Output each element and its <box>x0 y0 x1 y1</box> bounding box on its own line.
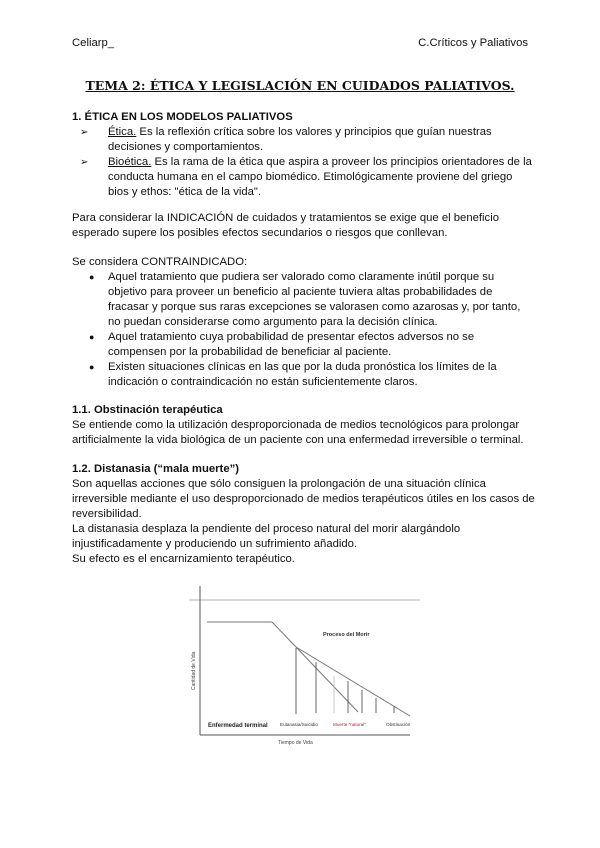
section-heading: 1.2. Distanasia (“mala muerte”) <box>72 463 240 475</box>
arrows <box>296 648 394 714</box>
bullet-line: Aquel tratamiento cuya probabilidad de presentar efectos adversos no se <box>108 331 475 343</box>
paragraph-line: Su efecto es el encarnizamiento terapéutico. <box>72 553 295 565</box>
x-axis-label: Tiempo de Vida <box>278 740 313 746</box>
dying-process-figure <box>180 580 430 750</box>
label-natural-death: Muerte "natural" <box>333 722 366 727</box>
document-title: TEMA 2: ÉTICA Y LEGISLACIÓN EN CUIDADOS PALIATIVOS. <box>85 78 515 93</box>
bullet-icon: ● <box>89 362 95 372</box>
label-obstination: Obstinación <box>386 722 411 727</box>
paragraph-line: Son aquellas acciones que sólo consiguen la prolongación de una situación clínica <box>72 478 486 490</box>
arrow-bullet-icon: ➢ <box>80 157 89 168</box>
term: Bioética. <box>108 156 152 168</box>
bullet-line: Existen situaciones clínicas en las que por la duda pronóstica los límites de la <box>108 361 497 373</box>
paragraph-line: artificialmente la vida biológica de un paciente con una enfermedad irreversible o terminal. <box>72 434 524 446</box>
paragraph-line: injustificadamente y produciendo un sufrimiento añadido. <box>72 538 358 550</box>
bullet-icon: ● <box>89 332 95 342</box>
definition: Es la rama de la ética que aspira a proveer los principios orientadores de la <box>151 156 532 168</box>
list-item <box>108 125 492 140</box>
section-heading: 1.1. Obstinación terapéutica <box>72 404 223 416</box>
paragraph-line: irreversible mediante el uso desproporcionado de medios terapéuticos útiles en los casos de <box>72 493 535 505</box>
bullet-line: no puedan considerarse como argumento para la decisión clínica. <box>108 316 438 328</box>
bullet-line: compensen por la probabilidad de beneficiar al paciente. <box>108 346 392 358</box>
y-axis-label: Cantidad de Vida <box>191 651 197 690</box>
paragraph-line: Se entiende como la utilización desproporcionada de medios tecnológicos para prolongar <box>72 419 520 431</box>
definition-line: bios y ethos: "ética de la vida". <box>108 186 262 198</box>
bullet-line: Aquel tratamiento que pudiera ser valorado como claramente inútil porque su <box>108 271 495 283</box>
label-euthanasia: Eutanasia/Suicidio <box>280 722 318 727</box>
paragraph-line: reversibilidad. <box>72 508 142 520</box>
label-terminal: Enfermedad terminal <box>208 723 268 729</box>
paragraph-line: Para considerar la INDICACIÓN de cuidados y tratamientos se exige que el beneficio <box>72 212 499 224</box>
definition: Es la reflexión crítica sobre los valores y principios que guían nuestras <box>136 126 492 138</box>
term: Ética. <box>108 126 137 138</box>
header-right: C.Críticos y Paliativos <box>418 37 528 49</box>
bullet-line: indicación o contraindicación no están suficientemente claros. <box>108 376 418 388</box>
arrow-bullet-icon: ➢ <box>80 127 89 138</box>
paragraph-line: esperado supere los posibles efectos secundarios o riesgos que conllevan. <box>72 227 448 239</box>
bullet-line: fracasar y porque sus raras excepciones se valorasen como azarosas y, por tanto, <box>108 301 521 313</box>
list-item <box>108 155 532 170</box>
paragraph-line: Se considera CONTRAINDICADO: <box>72 256 248 268</box>
process-label: Proceso del Morir <box>323 632 370 638</box>
section-heading: 1. ÉTICA EN LOS MODELOS PALIATIVOS <box>72 111 293 123</box>
definition-line: conducta humana en el campo biomédico. Etimológicamente proviene del griego <box>108 171 513 183</box>
definition-line: decisiones y comportamientos. <box>108 141 264 153</box>
paragraph-line: La distanasia desplaza la pendiente del proceso natural del morir alargándolo <box>72 523 461 535</box>
bullet-line: objetivo para proveer un beneficio al paciente tuviera altas probabilidades de <box>108 286 493 298</box>
bullet-icon: ● <box>89 272 95 282</box>
header-left: Celiarp_ <box>72 37 115 49</box>
